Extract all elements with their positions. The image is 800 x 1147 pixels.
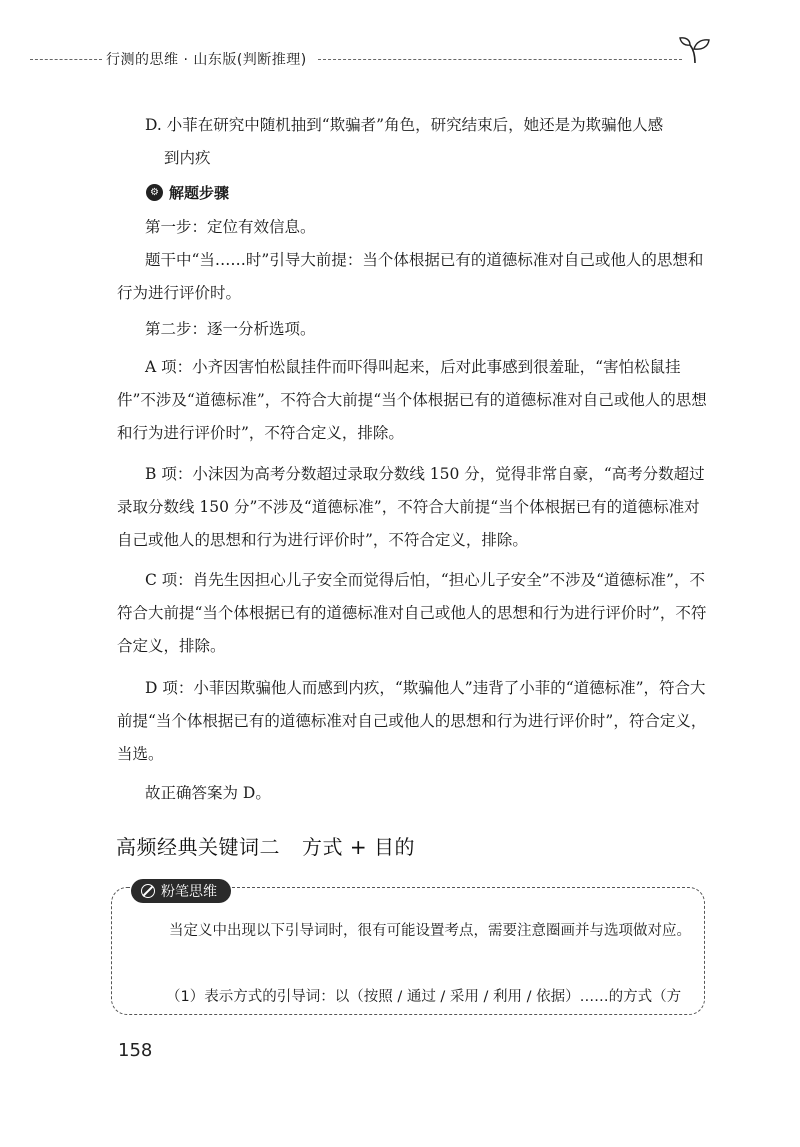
analysis-option-d: D 项：小菲因欺骗他人而感到内疚，“欺骗他人”违背了小菲的“道德标准”，符合大前提“当个体根据已有的道德标准对自己或他人的思想和行为进行评价时”，符合定义，当选。: [117, 679, 707, 763]
section-title-subtitle: 方式 + 目的: [302, 835, 415, 859]
tip-badge-label: 粉笔思维: [161, 884, 217, 900]
analysis-option-c: C 项：肖先生因担心儿子安全而觉得后怕，“担心儿子安全”不涉及“道德标准”，不符合大前提“当个体根据已有的道德标准对自己或他人的思想和行为进行评价时”，不符合定义，排除。: [117, 571, 707, 655]
section-title-main: 高频经典关键词二: [116, 835, 280, 859]
analysis-option-a: A 项：小齐因害怕松鼠挂件而吓得叫起来，后对此事感到很羞耻，“害怕松鼠挂件”不涉及“道德标准”，不符合大前提“当个体根据已有的道德标准对自己或他人的思想和行为进行评价时”，不符合定义，排除。: [117, 358, 707, 442]
tip-paragraph-2: （1）表示方式的引导词：以（按照 / 通过 / 采用 / 利用 / 依据）……的方式（方: [166, 989, 682, 1005]
option-d-text: D. 小菲在研究中随机抽到“欺骗者”角色，研究结束后，她还是为欺骗他人感: [145, 116, 664, 134]
header-rule-left: [30, 59, 102, 60]
tip-badge: [131, 879, 231, 903]
sprout-icon: [678, 36, 712, 64]
solution-steps-heading: [146, 181, 229, 203]
page-number: 158: [118, 1040, 153, 1061]
option-d-continuation: 到内疚: [164, 149, 211, 167]
step-one-body: 题干中“当……时”引导大前提：当个体根据已有的道德标准对自己或他人的思想和行为进行评价时。: [117, 251, 704, 302]
solution-steps-icon: ⚙: [146, 184, 163, 201]
solution-steps-label: 解题步骤: [169, 183, 230, 202]
tip-paragraph-1: 当定义中出现以下引导词时，很有可能设置考点，需要注意圈画并与选项做对应。: [169, 923, 691, 939]
step-two: 第二步：逐一分析选项。: [145, 320, 316, 338]
answer-line: 故正确答案为 D。: [145, 784, 271, 802]
prohibit-icon: [141, 884, 155, 898]
header-rule-right: [318, 59, 682, 60]
running-header-title: 行测的思维 · 山东版(判断推理): [106, 52, 307, 68]
section-title: [116, 831, 415, 860]
analysis-option-b: B 项：小沫因为高考分数超过录取分数线 150 分，觉得非常自豪，“高考分数超过录取分数线 150 分”不涉及“道德标准”，不符合大前提“当个体根据已有的道德标准对自己或他人的思想和行为进行评价时”，不符合定义，排除。: [117, 465, 705, 549]
step-one: 第一步：定位有效信息。: [145, 218, 316, 236]
